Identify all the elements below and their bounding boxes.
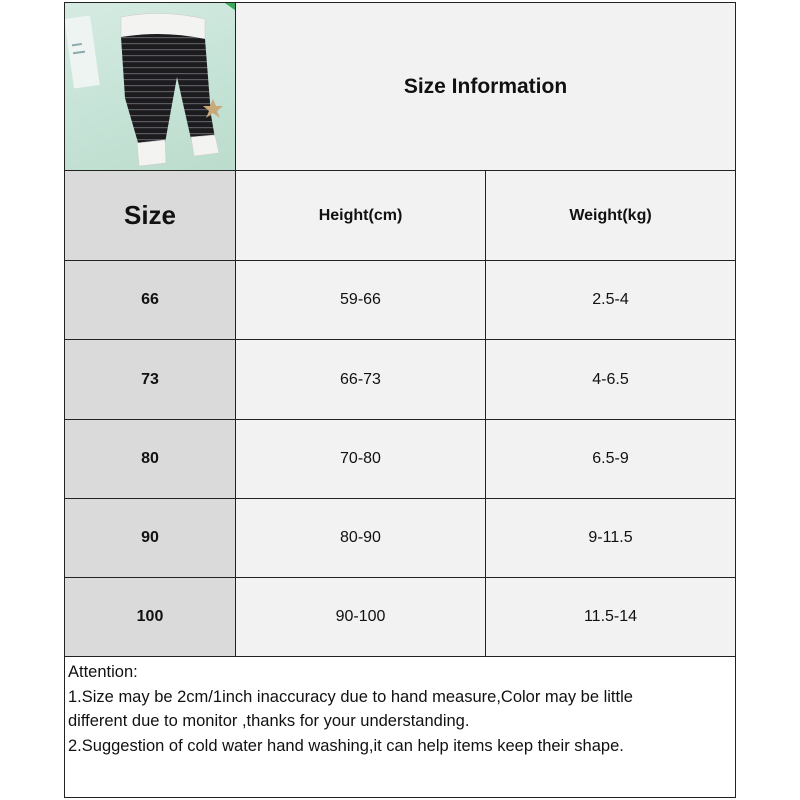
striped-pants-image <box>65 3 236 171</box>
table-row-size <box>65 340 236 420</box>
weight-value: 11.5-14 <box>583 608 638 625</box>
attention-notes <box>65 657 735 797</box>
table-row-height <box>236 261 486 340</box>
size-value: 66 <box>141 291 159 308</box>
table-row-height <box>236 420 486 499</box>
page-title: Size Information <box>403 74 568 98</box>
height-value: 70-80 <box>340 450 381 467</box>
table-row-size <box>65 578 236 657</box>
height-value: 80-90 <box>340 529 381 546</box>
table-row-height <box>236 499 486 578</box>
header-weight-cell <box>486 171 735 261</box>
weight-value: 4-6.5 <box>592 370 629 388</box>
size-chart <box>64 2 736 798</box>
size-value: 73 <box>141 370 159 388</box>
height-value: 90-100 <box>335 608 386 625</box>
title-cell <box>236 3 735 171</box>
table-row-weight <box>486 340 735 420</box>
weight-value: 9-11.5 <box>588 529 633 546</box>
notes-heading: Attention: <box>68 663 138 681</box>
header-size: Size <box>123 200 177 230</box>
table-row-weight <box>486 499 735 578</box>
weight-value: 2.5-4 <box>592 291 629 308</box>
table-row-height <box>236 578 486 657</box>
header-height-cell <box>236 171 486 261</box>
header-size-cell <box>65 171 236 261</box>
height-value: 59-66 <box>340 291 381 308</box>
notes-line-3: 2.Suggestion of cold water hand washing,it can help items keep their shape. <box>68 736 624 755</box>
height-value: 66-73 <box>340 370 381 388</box>
table-row-weight <box>486 261 735 340</box>
table-row-weight <box>486 578 735 657</box>
header-height: Height(cm) <box>318 206 403 224</box>
notes-line-2: different due to monitor ,thanks for your understanding. <box>68 712 470 730</box>
table-row-weight <box>486 420 735 499</box>
notes-line-1: 1.Size may be 2cm/1inch inaccuracy due to hand measure,Color may be little <box>68 687 633 706</box>
table-row-size <box>65 261 236 340</box>
size-value: 80 <box>141 450 159 467</box>
table-row-size <box>65 420 236 499</box>
size-value: 90 <box>141 529 159 546</box>
weight-value: 6.5-9 <box>592 450 629 467</box>
header-weight: Weight(kg) <box>569 206 652 224</box>
size-value: 100 <box>136 608 164 625</box>
table-row-height <box>236 340 486 420</box>
product-photo <box>65 3 236 171</box>
table-row-size <box>65 499 236 578</box>
